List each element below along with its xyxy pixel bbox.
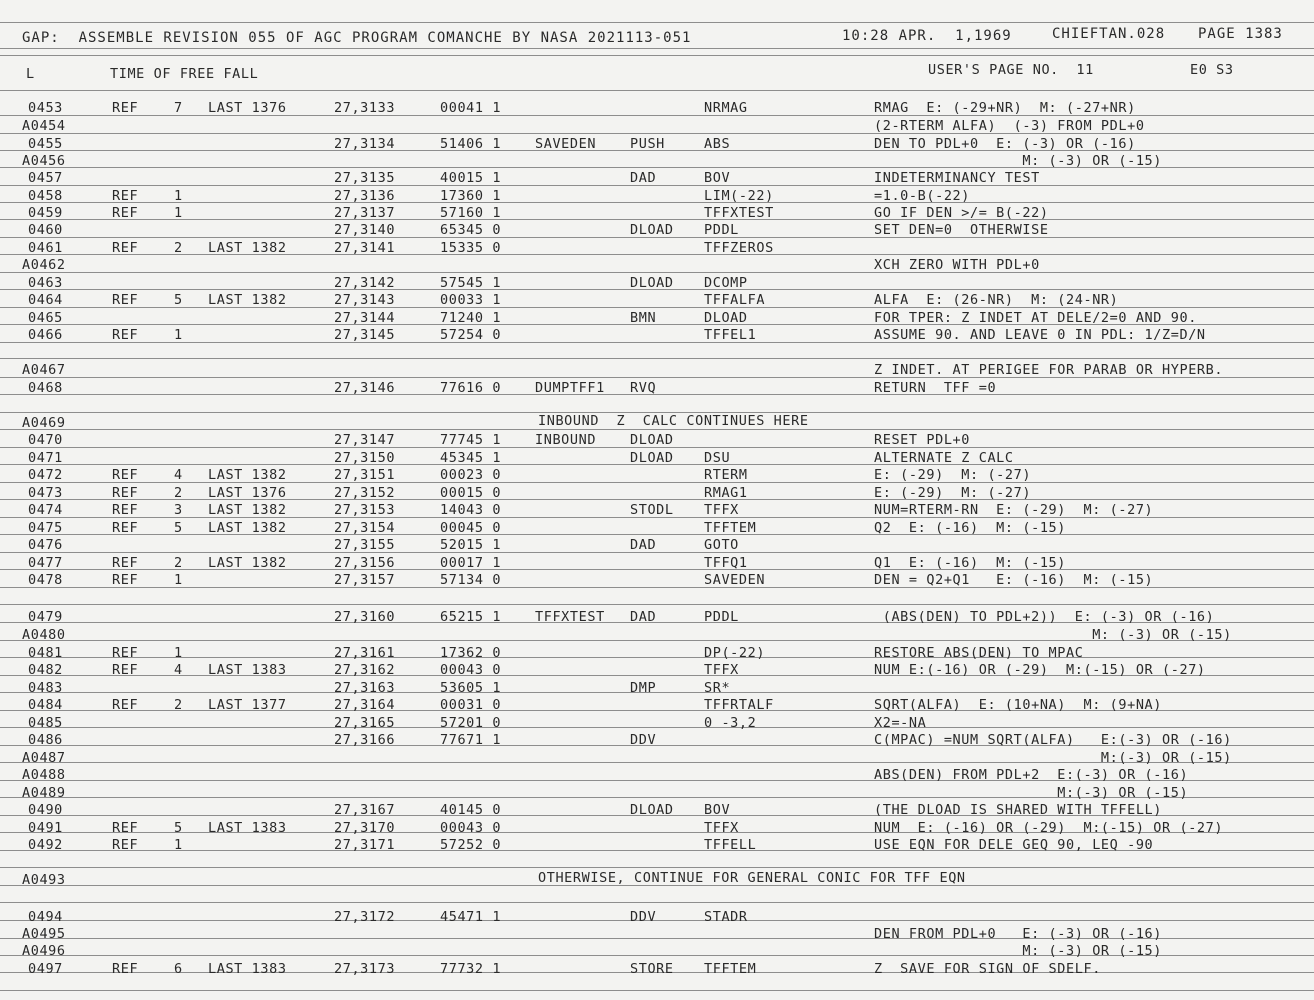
ref-count: 4 xyxy=(174,662,183,678)
ref-marker: REF xyxy=(112,961,139,977)
octal-word: 57545 1 xyxy=(440,275,502,291)
paper-rule-line xyxy=(0,569,1314,570)
address: 27,3157 xyxy=(334,572,396,588)
operand: 0 -3,2 xyxy=(704,715,757,731)
line-number: 0486 xyxy=(28,732,63,748)
comment: DEN TO PDL+0 E: (-3) OR (-16) xyxy=(874,136,1136,152)
comment: M:(-3) OR (-15) xyxy=(874,785,1189,801)
comment: ASSUME 90. AND LEAVE 0 IN PDL: 1/Z=D/N xyxy=(874,327,1206,343)
octal-word: 51406 1 xyxy=(440,136,502,152)
comment: M: (-3) OR (-15) xyxy=(874,943,1163,959)
line-number: 0478 xyxy=(28,572,63,588)
operand: TFFTEM xyxy=(704,520,757,536)
header-page: PAGE 1383 xyxy=(1198,26,1283,42)
ref-marker: REF xyxy=(112,205,139,221)
ref-count: 1 xyxy=(174,205,183,221)
operand: TFFTEM xyxy=(704,961,757,977)
line-number: 0458 xyxy=(28,188,63,204)
operand: PDDL xyxy=(704,609,739,625)
operand: GOTO xyxy=(704,537,739,553)
octal-word: 00045 0 xyxy=(440,520,502,536)
opcode: DAD xyxy=(630,170,657,186)
octal-word: 00033 1 xyxy=(440,292,502,308)
paper-rule-line xyxy=(0,55,1314,56)
operand: TFFELL xyxy=(704,837,757,853)
line-number: A0495 xyxy=(22,926,66,942)
comment: NUM E: (-16) OR (-29) M:(-15) OR (-27) xyxy=(874,820,1224,836)
ref-count: 5 xyxy=(174,292,183,308)
paper-rule-line xyxy=(0,254,1314,255)
subheader-users-page: USER'S PAGE NO. 11 xyxy=(928,62,1094,78)
line-number: 0474 xyxy=(28,502,63,518)
ref-count: 2 xyxy=(174,555,183,571)
header-left: GAP: ASSEMBLE REVISION 055 OF AGC PROGRAM COMANCHE BY NASA 2021113-051 xyxy=(22,30,692,46)
paper-rule-line xyxy=(0,902,1314,903)
line-number: 0463 xyxy=(28,275,63,291)
line-number: 0490 xyxy=(28,802,63,818)
address: 27,3151 xyxy=(334,467,396,483)
comment: ALFA E: (26-NR) M: (24-NR) xyxy=(874,292,1119,308)
octal-word: 00043 0 xyxy=(440,820,502,836)
comment: E: (-29) M: (-27) xyxy=(874,467,1032,483)
operand: TFFRTALF xyxy=(704,697,774,713)
ref-count: 5 xyxy=(174,520,183,536)
operand: SAVEDEN xyxy=(704,572,766,588)
line-number: 0457 xyxy=(28,170,63,186)
paper-rule-line xyxy=(0,692,1314,693)
comment: (ABS(DEN) TO PDL+2)) E: (-3) OR (-16) xyxy=(874,609,1215,625)
paper-rule-line xyxy=(0,552,1314,553)
paper-rule-line xyxy=(0,394,1314,395)
ref-count: 1 xyxy=(174,645,183,661)
operand: DLOAD xyxy=(704,310,748,326)
header-time: 10:28 APR. 1,1969 xyxy=(842,28,1012,44)
comment: (2-RTERM ALFA) (-3) FROM PDL+0 xyxy=(874,118,1145,134)
octal-word: 57201 0 xyxy=(440,715,502,731)
octal-word: 00031 0 xyxy=(440,697,502,713)
octal-word: 00043 0 xyxy=(440,662,502,678)
address: 27,3145 xyxy=(334,327,396,343)
line-number: 0475 xyxy=(28,520,63,536)
address: 27,3153 xyxy=(334,502,396,518)
subheader-code: E0 S3 xyxy=(1190,62,1234,78)
paper-rule-line xyxy=(0,22,1314,23)
last-page-ref: LAST 1382 xyxy=(208,467,287,483)
line-number: 0465 xyxy=(28,310,63,326)
comment: INDETERMINANCY TEST xyxy=(874,170,1040,186)
line-number: 0485 xyxy=(28,715,63,731)
opcode: DAD xyxy=(630,537,657,553)
comment: M: (-3) OR (-15) xyxy=(874,153,1163,169)
operand: BOV xyxy=(704,802,731,818)
address: 27,3152 xyxy=(334,485,396,501)
label: SAVEDEN xyxy=(535,136,597,152)
line-number: A0489 xyxy=(22,785,66,801)
operand: DSU xyxy=(704,450,731,466)
operand: PDDL xyxy=(704,222,739,238)
opcode: STODL xyxy=(630,502,674,518)
line-number: 0472 xyxy=(28,467,63,483)
opcode: DDV xyxy=(630,732,657,748)
address: 27,3172 xyxy=(334,909,396,925)
address: 27,3134 xyxy=(334,136,396,152)
operand: TFFXTEST xyxy=(704,205,774,221)
opcode: DLOAD xyxy=(630,802,674,818)
opcode: DAD xyxy=(630,609,657,625)
ref-marker: REF xyxy=(112,520,139,536)
ref-count: 1 xyxy=(174,572,183,588)
comment: RETURN TFF =0 xyxy=(874,380,997,396)
label: TFFXTEST xyxy=(535,609,605,625)
octal-word: 40015 1 xyxy=(440,170,502,186)
paper-rule-line xyxy=(0,534,1314,535)
subheader-title: TIME OF FREE FALL xyxy=(110,66,259,82)
address: 27,3143 xyxy=(334,292,396,308)
octal-word: 45471 1 xyxy=(440,909,502,925)
address: 27,3146 xyxy=(334,380,396,396)
label: DUMPTFF1 xyxy=(535,380,605,396)
operand: RTERM xyxy=(704,467,748,483)
operand: TFFZEROS xyxy=(704,240,774,256)
line-number: 0483 xyxy=(28,680,63,696)
octal-word: 71240 1 xyxy=(440,310,502,326)
address: 27,3163 xyxy=(334,680,396,696)
octal-word: 57252 0 xyxy=(440,837,502,853)
octal-word: 57160 1 xyxy=(440,205,502,221)
paper-rule-line xyxy=(0,90,1314,91)
opcode: DDV xyxy=(630,909,657,925)
comment: ALTERNATE Z CALC xyxy=(874,450,1014,466)
address: 27,3166 xyxy=(334,732,396,748)
ref-count: 7 xyxy=(174,100,183,116)
octal-word: 17360 1 xyxy=(440,188,502,204)
ref-marker: REF xyxy=(112,697,139,713)
octal-word: 77671 1 xyxy=(440,732,502,748)
line-number: A0467 xyxy=(22,362,66,378)
ref-marker: REF xyxy=(112,100,139,116)
paper-rule-line xyxy=(0,990,1314,991)
line-number: A0454 xyxy=(22,118,66,134)
last-page-ref: LAST 1376 xyxy=(208,485,287,501)
address: 27,3150 xyxy=(334,450,396,466)
line-number: A0487 xyxy=(22,750,66,766)
address: 27,3160 xyxy=(334,609,396,625)
comment: ABS(DEN) FROM PDL+2 E:(-3) OR (-16) xyxy=(874,767,1189,783)
opcode: DMP xyxy=(630,680,657,696)
ref-marker: REF xyxy=(112,188,139,204)
line-number: 0473 xyxy=(28,485,63,501)
ref-marker: REF xyxy=(112,467,139,483)
address: 27,3142 xyxy=(334,275,396,291)
line-number: 0491 xyxy=(28,820,63,836)
line-number: 0484 xyxy=(28,697,63,713)
line-number: A0493 xyxy=(22,872,66,888)
address: 27,3161 xyxy=(334,645,396,661)
line-number: 0492 xyxy=(28,837,63,853)
line-number: 0479 xyxy=(28,609,63,625)
ref-count: 2 xyxy=(174,485,183,501)
comment: NUM E:(-16) OR (-29) M:(-15) OR (-27) xyxy=(874,662,1206,678)
ref-marker: REF xyxy=(112,292,139,308)
paper-rule-line xyxy=(0,604,1314,605)
last-page-ref: LAST 1382 xyxy=(208,502,287,518)
address: 27,3165 xyxy=(334,715,396,731)
header-file: CHIEFTAN.028 xyxy=(1052,26,1166,42)
comment: NUM=RTERM-RN E: (-29) M: (-27) xyxy=(874,502,1154,518)
comment: =1.0-B(-22) xyxy=(874,188,971,204)
paper-rule-line xyxy=(0,185,1314,186)
line-number: 0459 xyxy=(28,205,63,221)
opcode: STORE xyxy=(630,961,674,977)
comment: M: (-3) OR (-15) xyxy=(874,627,1232,643)
operand: TFFX xyxy=(704,820,739,836)
comment: (THE DLOAD IS SHARED WITH TFFELL) xyxy=(874,802,1163,818)
address: 27,3156 xyxy=(334,555,396,571)
line-number: A0456 xyxy=(22,153,66,169)
ref-marker: REF xyxy=(112,327,139,343)
opcode: RVQ xyxy=(630,380,657,396)
paper-rule-line xyxy=(0,499,1314,500)
line-number: 0468 xyxy=(28,380,63,396)
operand: LIM(-22) xyxy=(704,188,774,204)
paper-rule-line xyxy=(0,272,1314,273)
address: 27,3170 xyxy=(334,820,396,836)
opcode: BMN xyxy=(630,310,657,326)
opcode: DLOAD xyxy=(630,450,674,466)
last-page-ref: LAST 1382 xyxy=(208,292,287,308)
section-remark: OTHERWISE, CONTINUE FOR GENERAL CONIC FOR TFF EQN xyxy=(538,870,966,886)
comment: DEN FROM PDL+0 E: (-3) OR (-16) xyxy=(874,926,1163,942)
octal-word: 00015 0 xyxy=(440,485,502,501)
paper-rule-line xyxy=(0,920,1314,921)
operand: ABS xyxy=(704,136,731,152)
line-number: 0470 xyxy=(28,432,63,448)
ref-count: 1 xyxy=(174,327,183,343)
octal-word: 45345 1 xyxy=(440,450,502,466)
comment: E: (-29) M: (-27) xyxy=(874,485,1032,501)
ref-marker: REF xyxy=(112,572,139,588)
comment: USE EQN FOR DELE GEQ 90, LEQ -90 xyxy=(874,837,1154,853)
last-page-ref: LAST 1383 xyxy=(208,820,287,836)
line-number: 0481 xyxy=(28,645,63,661)
address: 27,3155 xyxy=(334,537,396,553)
octal-word: 14043 0 xyxy=(440,502,502,518)
comment: Z INDET. AT PERIGEE FOR PARAB OR HYPERB. xyxy=(874,362,1224,378)
operand: SR* xyxy=(704,680,731,696)
ref-count: 2 xyxy=(174,697,183,713)
comment: Z SAVE FOR SIGN OF SDELF. xyxy=(874,961,1101,977)
last-page-ref: LAST 1382 xyxy=(208,520,287,536)
line-number: A0496 xyxy=(22,943,66,959)
comment: Q2 E: (-16) M: (-15) xyxy=(874,520,1067,536)
address: 27,3171 xyxy=(334,837,396,853)
address: 27,3144 xyxy=(334,310,396,326)
address: 27,3173 xyxy=(334,961,396,977)
last-page-ref: LAST 1376 xyxy=(208,100,287,116)
comment: SET DEN=0 OTHERWISE xyxy=(874,222,1049,238)
line-number: A0462 xyxy=(22,257,66,273)
comment: C(MPAC) =NUM SQRT(ALFA) E:(-3) OR (-16) xyxy=(874,732,1232,748)
line-number: A0488 xyxy=(22,767,66,783)
opcode: DLOAD xyxy=(630,432,674,448)
comment: RESTORE ABS(DEN) TO MPAC xyxy=(874,645,1084,661)
line-number: 0453 xyxy=(28,100,63,116)
address: 27,3137 xyxy=(334,205,396,221)
operand: STADR xyxy=(704,909,748,925)
operand: BOV xyxy=(704,170,731,186)
octal-word: 65215 1 xyxy=(440,609,502,625)
comment: RESET PDL+0 xyxy=(874,432,971,448)
ref-count: 1 xyxy=(174,188,183,204)
paper-rule-line xyxy=(0,48,1314,49)
octal-word: 65345 0 xyxy=(440,222,502,238)
octal-word: 52015 1 xyxy=(440,537,502,553)
octal-word: 77732 1 xyxy=(440,961,502,977)
line-number: 0460 xyxy=(28,222,63,238)
line-number: A0469 xyxy=(22,415,66,431)
octal-word: 77616 0 xyxy=(440,380,502,396)
ref-marker: REF xyxy=(112,837,139,853)
address: 27,3164 xyxy=(334,697,396,713)
line-number: 0494 xyxy=(28,909,63,925)
comment: DEN = Q2+Q1 E: (-16) M: (-15) xyxy=(874,572,1154,588)
operand: TFFEL1 xyxy=(704,327,757,343)
line-number: 0466 xyxy=(28,327,63,343)
opcode: DLOAD xyxy=(630,222,674,238)
operand: TFFX xyxy=(704,502,739,518)
ref-marker: REF xyxy=(112,645,139,661)
last-page-ref: LAST 1377 xyxy=(208,697,287,713)
octal-word: 15335 0 xyxy=(440,240,502,256)
octal-word: 57134 0 xyxy=(440,572,502,588)
paper-rule-line xyxy=(0,657,1314,658)
operand: TFFQ1 xyxy=(704,555,748,571)
section-remark: INBOUND Z CALC CONTINUES HERE xyxy=(538,413,809,429)
operand: DP(-22) xyxy=(704,645,766,661)
line-number: 0464 xyxy=(28,292,63,308)
comment: FOR TPER: Z INDET AT DELE/2=0 AND 90. xyxy=(874,310,1197,326)
comment: GO IF DEN >/= B(-22) xyxy=(874,205,1049,221)
opcode: PUSH xyxy=(630,136,665,152)
octal-word: 00041 1 xyxy=(440,100,502,116)
opcode: DLOAD xyxy=(630,275,674,291)
comment: RMAG E: (-29+NR) M: (-27+NR) xyxy=(874,100,1136,116)
ref-marker: REF xyxy=(112,485,139,501)
address: 27,3140 xyxy=(334,222,396,238)
comment: XCH ZERO WITH PDL+0 xyxy=(874,257,1040,273)
paper-rule-line xyxy=(0,429,1314,430)
comment: M:(-3) OR (-15) xyxy=(874,750,1232,766)
address: 27,3133 xyxy=(334,100,396,116)
paper-rule-line xyxy=(0,482,1314,483)
last-page-ref: LAST 1383 xyxy=(208,961,287,977)
address: 27,3147 xyxy=(334,432,396,448)
ref-count: 3 xyxy=(174,502,183,518)
octal-word: 00023 0 xyxy=(440,467,502,483)
paper-rule-line xyxy=(0,202,1314,203)
line-number: 0455 xyxy=(28,136,63,152)
operand: TFFX xyxy=(704,662,739,678)
line-number: A0480 xyxy=(22,627,66,643)
operand: NRMAG xyxy=(704,100,748,116)
octal-word: 40145 0 xyxy=(440,802,502,818)
ref-marker: REF xyxy=(112,502,139,518)
ref-marker: REF xyxy=(112,240,139,256)
paper-rule-line xyxy=(0,358,1314,359)
ref-marker: REF xyxy=(112,555,139,571)
operand: DCOMP xyxy=(704,275,748,291)
ref-count: 4 xyxy=(174,467,183,483)
line-number: 0476 xyxy=(28,537,63,553)
octal-word: 17362 0 xyxy=(440,645,502,661)
address: 27,3162 xyxy=(334,662,396,678)
ref-count: 2 xyxy=(174,240,183,256)
subheader-mark: L xyxy=(26,66,35,82)
address: 27,3136 xyxy=(334,188,396,204)
line-number: 0461 xyxy=(28,240,63,256)
ref-count: 1 xyxy=(174,837,183,853)
last-page-ref: LAST 1382 xyxy=(208,240,287,256)
paper-rule-line xyxy=(0,727,1314,728)
label: INBOUND xyxy=(535,432,597,448)
line-number: 0471 xyxy=(28,450,63,466)
address: 27,3135 xyxy=(334,170,396,186)
octal-word: 53605 1 xyxy=(440,680,502,696)
line-number: 0477 xyxy=(28,555,63,571)
operand: TFFALFA xyxy=(704,292,766,308)
address: 27,3167 xyxy=(334,802,396,818)
comment: Q1 E: (-16) M: (-15) xyxy=(874,555,1067,571)
octal-word: 57254 0 xyxy=(440,327,502,343)
comment: X2=-NA xyxy=(874,715,927,731)
ref-marker: REF xyxy=(112,662,139,678)
comment: SQRT(ALFA) E: (10+NA) M: (9+NA) xyxy=(874,697,1163,713)
line-number: 0482 xyxy=(28,662,63,678)
octal-word: 00017 1 xyxy=(440,555,502,571)
octal-word: 77745 1 xyxy=(440,432,502,448)
line-number: 0497 xyxy=(28,961,63,977)
ref-marker: REF xyxy=(112,820,139,836)
last-page-ref: LAST 1383 xyxy=(208,662,287,678)
ref-count: 6 xyxy=(174,961,183,977)
last-page-ref: LAST 1382 xyxy=(208,555,287,571)
operand: RMAG1 xyxy=(704,485,748,501)
paper-rule-line xyxy=(0,219,1314,220)
ref-count: 5 xyxy=(174,820,183,836)
address: 27,3141 xyxy=(334,240,396,256)
address: 27,3154 xyxy=(334,520,396,536)
paper-rule-line xyxy=(0,867,1314,868)
